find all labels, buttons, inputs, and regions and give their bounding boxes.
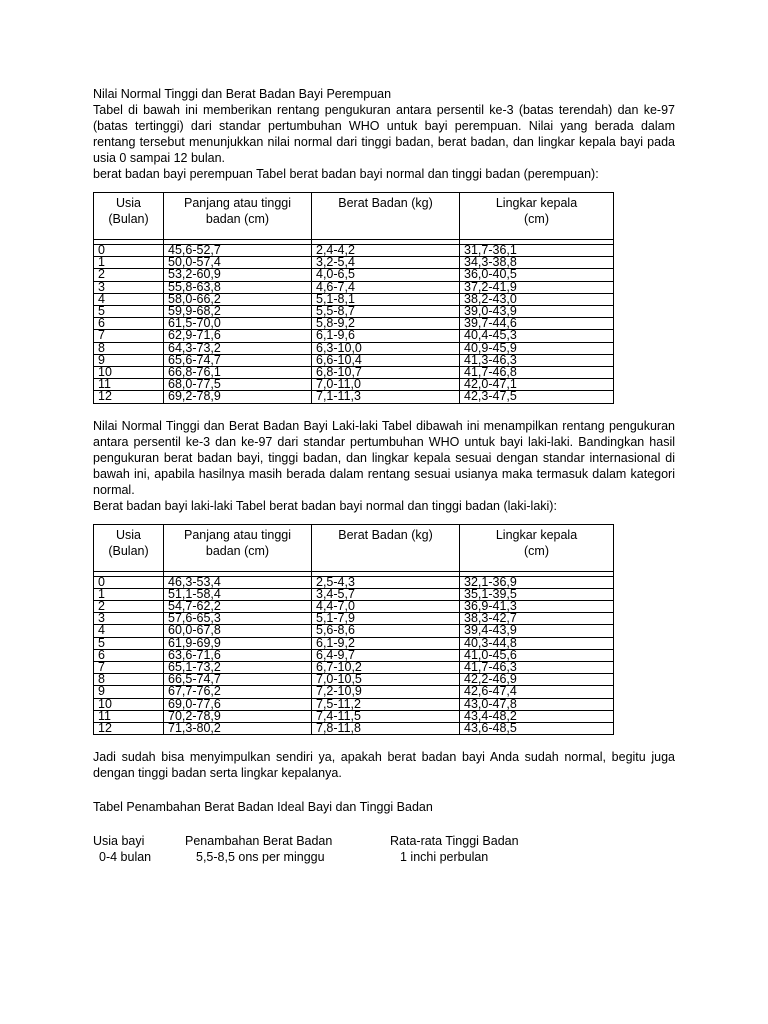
cell-weight: 6,1-9,6 bbox=[312, 330, 460, 342]
cell-age: 5 bbox=[94, 637, 164, 649]
girls-caption: berat badan bayi perempuan Tabel berat badan bayi normal dan tinggi badan (perempuan): bbox=[93, 167, 599, 181]
cell-length: 58,0-66,2 bbox=[164, 293, 312, 305]
cell-length: 64,3-73,2 bbox=[164, 342, 312, 354]
cell-head: 40,3-44,8 bbox=[460, 637, 614, 649]
cell-length: 66,5-74,7 bbox=[164, 674, 312, 686]
cell-weight: 5,8-9,2 bbox=[312, 318, 460, 330]
cell-weight: 6,8-10,7 bbox=[312, 367, 460, 379]
cell-length: 67,7-76,2 bbox=[164, 686, 312, 698]
cell-weight: 5,6-8,6 bbox=[312, 625, 460, 637]
cell-weight: 7,4-11,5 bbox=[312, 710, 460, 722]
cell-head: 41,7-46,8 bbox=[460, 367, 614, 379]
cell-length: 59,9-68,2 bbox=[164, 306, 312, 318]
table-row bbox=[94, 391, 614, 403]
cell-head: 34,3-38,8 bbox=[460, 257, 614, 269]
cell-age: 6 bbox=[94, 649, 164, 661]
cell-age: 8 bbox=[94, 674, 164, 686]
cell-head: 42,3-47,5 bbox=[460, 391, 614, 403]
girls-intro: Tabel di bawah ini memberikan rentang pengukuran antara persentil ke-3 (batas terendah) dan ke-97 (batas tertinggi) dari standar pertumbuhan WHO untuk bayi perempuan. Nilai yang berada dalam rentang tersebut menunjukkan nilai normal dari tinggi badan, berat badan, dan lingkar kepala bayi pada usia 0 sampai 12 bulan. bbox=[93, 103, 675, 165]
cell-age: 10 bbox=[94, 698, 164, 710]
cell-head: 36,9-41,3 bbox=[460, 601, 614, 613]
cell-age: 7 bbox=[94, 662, 164, 674]
cell-weight: 3,4-5,7 bbox=[312, 588, 460, 600]
cell-head: 41,3-46,3 bbox=[460, 354, 614, 366]
cell-weight: 4,4-7,0 bbox=[312, 601, 460, 613]
cell-weight: 7,2-10,9 bbox=[312, 686, 460, 698]
cell-weight: 2,4-4,2 bbox=[312, 245, 460, 257]
cell-length: 69,2-78,9 bbox=[164, 391, 312, 403]
gain-header-row bbox=[93, 833, 675, 849]
cell-head: 42,6-47,4 bbox=[460, 686, 614, 698]
cell-length: 70,2-78,9 bbox=[164, 710, 312, 722]
cell-age: 11 bbox=[94, 379, 164, 391]
cell-age: 0 bbox=[94, 245, 164, 257]
girls-title: Nilai Normal Tinggi dan Berat Badan Bayi Perempuan bbox=[93, 87, 392, 101]
cell-weight: 7,5-11,2 bbox=[312, 698, 460, 710]
header-head: Lingkar kepala (cm) bbox=[460, 524, 614, 571]
cell-head: 42,2-46,9 bbox=[460, 674, 614, 686]
cell-length: 66,8-76,1 bbox=[164, 367, 312, 379]
gain-header-weight: Penambahan Berat Badan bbox=[185, 834, 333, 849]
cell-length: 53,2-60,9 bbox=[164, 269, 312, 281]
document-page bbox=[93, 86, 675, 865]
cell-length: 50,0-57,4 bbox=[164, 257, 312, 269]
cell-length: 54,7-62,2 bbox=[164, 601, 312, 613]
gain-header-age: Usia bayi bbox=[93, 834, 145, 849]
boys-caption: Berat badan bayi laki-laki Tabel berat badan bayi normal dan tinggi badan (laki-laki): bbox=[93, 498, 557, 513]
cell-head: 37,2-41,9 bbox=[460, 281, 614, 293]
header-age: Usia (Bulan) bbox=[94, 524, 164, 571]
cell-age: 5 bbox=[94, 306, 164, 318]
cell-head: 43,0-47,8 bbox=[460, 698, 614, 710]
table-header-row bbox=[94, 193, 614, 240]
gain-data-row bbox=[93, 849, 675, 865]
cell-length: 55,8-63,8 bbox=[164, 281, 312, 293]
gain-header-height: Rata-rata Tinggi Badan bbox=[390, 834, 519, 849]
cell-length: 65,6-74,7 bbox=[164, 354, 312, 366]
cell-length: 61,5-70,0 bbox=[164, 318, 312, 330]
cell-weight: 7,8-11,8 bbox=[312, 723, 460, 735]
cell-length: 46,3-53,4 bbox=[164, 576, 312, 588]
cell-age: 3 bbox=[94, 281, 164, 293]
cell-age: 6 bbox=[94, 318, 164, 330]
cell-weight: 3,2-5,4 bbox=[312, 257, 460, 269]
cell-age: 8 bbox=[94, 342, 164, 354]
cell-head: 31,7-36,1 bbox=[460, 245, 614, 257]
header-age: Usia (Bulan) bbox=[94, 193, 164, 240]
cell-age: 10 bbox=[94, 367, 164, 379]
table-row bbox=[94, 723, 614, 735]
cell-head: 39,4-43,9 bbox=[460, 625, 614, 637]
cell-weight: 2,5-4,3 bbox=[312, 576, 460, 588]
cell-weight: 6,3-10,0 bbox=[312, 342, 460, 354]
header-length: Panjang atau tinggi badan (cm) bbox=[164, 193, 312, 240]
cell-head: 39,0-43,9 bbox=[460, 306, 614, 318]
gain-cell-weight: 5,5-8,5 ons per minggu bbox=[196, 850, 325, 865]
cell-length: 65,1-73,2 bbox=[164, 662, 312, 674]
cell-head: 32,1-36,9 bbox=[460, 576, 614, 588]
cell-age: 4 bbox=[94, 293, 164, 305]
cell-head: 38,2-43,0 bbox=[460, 293, 614, 305]
cell-weight: 6,7-10,2 bbox=[312, 662, 460, 674]
header-weight: Berat Badan (kg) bbox=[312, 524, 460, 571]
cell-head: 38,3-42,7 bbox=[460, 613, 614, 625]
cell-age: 2 bbox=[94, 601, 164, 613]
cell-weight: 6,4-9,7 bbox=[312, 649, 460, 661]
cell-weight: 5,1-7,9 bbox=[312, 613, 460, 625]
cell-age: 3 bbox=[94, 613, 164, 625]
girls-table bbox=[93, 192, 614, 404]
cell-weight: 5,1-8,1 bbox=[312, 293, 460, 305]
cell-head: 42,0-47,1 bbox=[460, 379, 614, 391]
cell-head: 35,1-39,5 bbox=[460, 588, 614, 600]
cell-length: 51,1-58,4 bbox=[164, 588, 312, 600]
cell-weight: 7,0-11,0 bbox=[312, 379, 460, 391]
cell-weight: 5,5-8,7 bbox=[312, 306, 460, 318]
cell-weight: 6,1-9,2 bbox=[312, 637, 460, 649]
header-length: Panjang atau tinggi badan (cm) bbox=[164, 524, 312, 571]
gain-title: Tabel Penambahan Berat Badan Ideal Bayi dan Tinggi Badan bbox=[93, 800, 433, 815]
cell-head: 40,4-45,3 bbox=[460, 330, 614, 342]
cell-age: 12 bbox=[94, 391, 164, 403]
cell-head: 39,7-44,6 bbox=[460, 318, 614, 330]
cell-age: 12 bbox=[94, 723, 164, 735]
gain-cell-age: 0-4 bulan bbox=[99, 850, 152, 865]
cell-head: 40,9-45,9 bbox=[460, 342, 614, 354]
cell-weight: 7,0-10,5 bbox=[312, 674, 460, 686]
cell-age: 0 bbox=[94, 576, 164, 588]
table-header-row bbox=[94, 524, 614, 571]
cell-age: 7 bbox=[94, 330, 164, 342]
cell-length: 60,0-67,8 bbox=[164, 625, 312, 637]
cell-head: 43,6-48,5 bbox=[460, 723, 614, 735]
cell-age: 9 bbox=[94, 686, 164, 698]
boys-intro: Nilai Normal Tinggi dan Berat Badan Bayi Laki-laki Tabel dibawah ini menampilkan rentang pengukuran antara persentil ke-3 dan ke-97 dari standar pertumbuhan WHO untuk bayi laki-laki. Bandingkan hasil pengukuran berat badan bayi, tinggi badan, dan lingkar kepala sesuai dengan standar internasional di bawah ini, apabila hasilnya masih berada dalam rentang sesuai usianya maka termasuk dalam kategori normal. bbox=[93, 418, 675, 497]
cell-weight: 4,6-7,4 bbox=[312, 281, 460, 293]
boys-table bbox=[93, 524, 614, 736]
cell-length: 61,9-69,9 bbox=[164, 637, 312, 649]
cell-age: 2 bbox=[94, 269, 164, 281]
cell-length: 57,6-65,3 bbox=[164, 613, 312, 625]
cell-weight: 7,1-11,3 bbox=[312, 391, 460, 403]
header-head: Lingkar kepala (cm) bbox=[460, 193, 614, 240]
cell-weight: 4,0-6,5 bbox=[312, 269, 460, 281]
cell-age: 4 bbox=[94, 625, 164, 637]
cell-length: 69,0-77,6 bbox=[164, 698, 312, 710]
cell-weight: 6,6-10,4 bbox=[312, 354, 460, 366]
cell-length: 68,0-77,5 bbox=[164, 379, 312, 391]
cell-length: 71,3-80,2 bbox=[164, 723, 312, 735]
conclusion-text: Jadi sudah bisa menyimpulkan sendiri ya, apakah berat badan bayi Anda sudah normal, begitu juga dengan tinggi badan serta lingkar kepalanya. bbox=[93, 750, 675, 781]
cell-head: 41,0-45,6 bbox=[460, 649, 614, 661]
header-weight: Berat Badan (kg) bbox=[312, 193, 460, 240]
cell-age: 9 bbox=[94, 354, 164, 366]
cell-length: 62,9-71,6 bbox=[164, 330, 312, 342]
cell-length: 45,6-52,7 bbox=[164, 245, 312, 257]
cell-age: 1 bbox=[94, 588, 164, 600]
gain-cell-height: 1 inchi perbulan bbox=[400, 850, 489, 865]
cell-head: 36,0-40,5 bbox=[460, 269, 614, 281]
cell-head: 41,7-46,3 bbox=[460, 662, 614, 674]
cell-length: 63,6-71,6 bbox=[164, 649, 312, 661]
cell-age: 1 bbox=[94, 257, 164, 269]
cell-age: 11 bbox=[94, 710, 164, 722]
cell-head: 43,4-48,2 bbox=[460, 710, 614, 722]
